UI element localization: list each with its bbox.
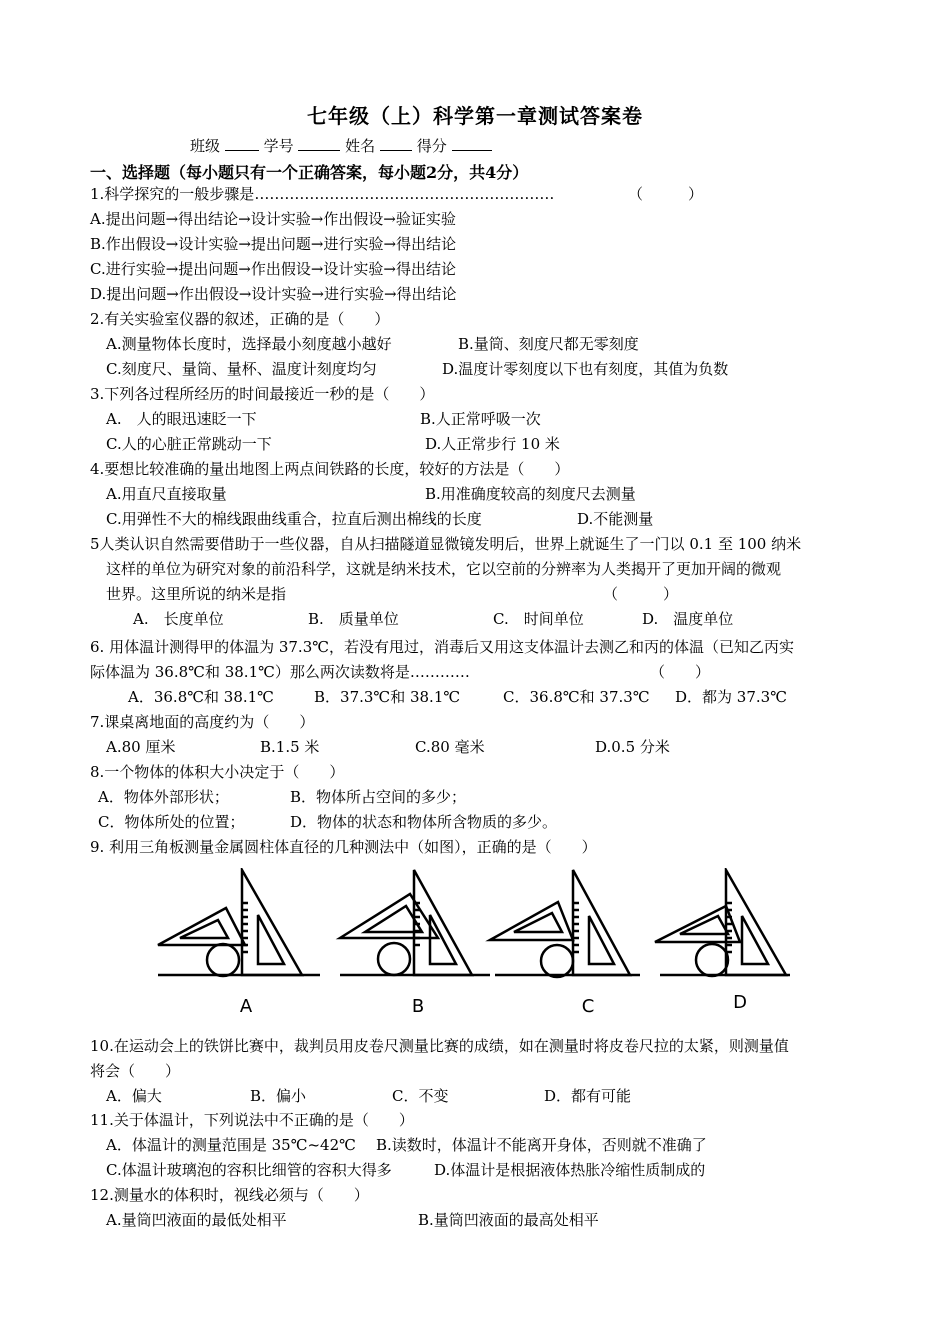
question-5-option-b: B. 质量单位 <box>308 610 399 628</box>
question-5-option-c: C. 时间单位 <box>493 610 584 628</box>
score-blank[interactable] <box>452 135 492 151</box>
question-6-option-d: D．都为 37.3℃ <box>675 688 787 706</box>
question-1-stem: 1.科学探究的一般步骤是…………………………………………………… <box>90 185 555 203</box>
number-label: 学号 <box>263 137 294 155</box>
number-blank[interactable] <box>298 135 340 151</box>
question-7-option-b: B.1.5 米 <box>260 738 320 756</box>
question-3-option-a: A. 人的眼迅速眨一下 <box>106 410 257 428</box>
question-7-option-d: D.0.5 分米 <box>595 738 670 756</box>
question-10-option-b: B．偏小 <box>250 1087 307 1105</box>
question-1-option-a: A.提出问题→得出结论→设计实验→作出假设→验证实验 <box>90 210 456 228</box>
section-heading: 一、选择题（每小题只有一个正确答案，每小题2分，共4分） <box>90 163 529 182</box>
figure-b <box>340 870 490 975</box>
question-3-stem: 3.下列各过程所经历的时间最接近一秒的是（ ） <box>90 385 435 403</box>
question-1-answer-paren: （ ） <box>628 185 704 203</box>
question-4-option-c: C.用弹性不大的棉线跟曲线重合，拉直后测出棉线的长度 <box>106 510 482 528</box>
question-10-line-1: 10.在运动会上的铁饼比赛中，裁判员用皮卷尺测量比赛的成绩，如在测量时将皮卷尺拉的太紧，则测量值 <box>90 1037 789 1055</box>
question-2-option-a: A.测量物体长度时，选择最小刻度越小越好 <box>106 335 392 353</box>
question-1-option-c: C.进行实验→提出问题→作出假设→设计实验→得出结论 <box>90 260 456 278</box>
question-10-option-c: C．不变 <box>392 1087 449 1105</box>
question-3-option-b: B.人正常呼吸一次 <box>420 410 541 428</box>
question-9-stem: 9. 利用三角板测量金属圆柱体直径的几种测法中（如图），正确的是（ ） <box>90 838 597 856</box>
question-4-stem: 4.要想比较准确的量出地图上两点间铁路的长度，较好的方法是（ ） <box>90 460 570 478</box>
question-4-option-a: A.用直尺直接取量 <box>106 485 227 503</box>
question-5-line-3: 世界。这里所说的纳米是指 <box>106 585 287 603</box>
question-6-option-b: B．37.3℃和 38.1℃ <box>314 688 461 706</box>
question-4-option-b: B.用准确度较高的刻度尺去测量 <box>425 485 636 503</box>
question-5-option-d: D. 温度单位 <box>642 610 734 628</box>
question-7-option-a: A.80 厘米 <box>106 738 176 756</box>
question-11-stem: 11.关于体温计，下列说法中不正确的是（ ） <box>90 1111 414 1129</box>
question-3-option-c: C.人的心脏正常跳动一下 <box>106 435 272 453</box>
figure-c <box>490 870 640 977</box>
question-1-option-d: D.提出问题→作出假设→设计实验→进行实验→得出结论 <box>90 285 457 303</box>
figure-label-a: A <box>239 996 253 1017</box>
question-10-option-d: D．都有可能 <box>544 1087 632 1105</box>
question-11-option-b: B.读数时，体温计不能离开身体，否则就不准确了 <box>376 1136 707 1154</box>
question-6-line-1: 6. 用体温计测得甲的体温为 37.3℃，若没有甩过，消毒后又用这支体温计去测乙和丙的体温（已知乙丙实 <box>90 638 795 656</box>
question-11-option-a: A．体温计的测量范围是 35℃~42℃ <box>106 1136 356 1154</box>
question-7-stem: 7.课桌离地面的高度约为（ ） <box>90 713 315 731</box>
question-2-stem: 2.有关实验室仪器的叙述，正确的是（ ） <box>90 310 390 328</box>
question-7-option-c: C.80 毫米 <box>415 738 485 756</box>
question-12-stem: 12.测量水的体积时，视线必须与（ ） <box>90 1186 369 1204</box>
question-3-option-d: D.人正常步行 10 米 <box>425 435 560 453</box>
question-8-stem: 8.一个物体的体积大小决定于（ ） <box>90 763 345 781</box>
name-blank[interactable] <box>380 135 412 151</box>
figure-label-b: B <box>411 996 425 1017</box>
question-8-option-a: A．物体外部形状； <box>98 788 229 806</box>
figure-d <box>655 870 790 976</box>
question-6-answer-paren: （ ） <box>650 663 711 681</box>
student-info-line <box>190 135 492 156</box>
question-8-option-d: D．物体的状态和物体所含物质的多少。 <box>290 813 558 831</box>
question-10-line-2: 将会（ ） <box>90 1062 181 1080</box>
question-5-option-a: A. 长度单位 <box>133 610 224 628</box>
figure-a <box>158 870 320 976</box>
question-11-option-c: C.体温计玻璃泡的容积比细管的容积大得多 <box>106 1161 392 1179</box>
figure-label-c: C <box>581 996 595 1017</box>
question-6-option-a: A．36.8℃和 38.1℃ <box>128 688 274 706</box>
question-5-line-1: 5人类认识自然需要借助于一些仪器，自从扫描隧道显微镜发明后，世界上就诞生了一门以 0.1 至 100 纳米 <box>90 535 802 553</box>
question-12-option-b: B.量筒凹液面的最高处相平 <box>418 1211 599 1229</box>
question-8-option-b: B．物体所占空间的多少； <box>290 788 467 806</box>
question-6-line-2: 际体温为 36.8℃和 38.1℃）那么两次读数将是………… <box>90 663 470 681</box>
class-label: 班级 <box>190 137 221 155</box>
question-2-option-b: B.量筒、刻度尺都无零刻度 <box>458 335 639 353</box>
question-2-option-c: C.刻度尺、量筒、量杯、温度计刻度均匀 <box>106 360 377 378</box>
figure-label-d: D <box>733 992 747 1013</box>
triangle-ruler-figures <box>150 868 790 1020</box>
question-6-option-c: C．36.8℃和 37.3℃ <box>503 688 650 706</box>
question-11-option-d: D.体温计是根据液体热胀冷缩性质制成的 <box>434 1161 706 1179</box>
name-label: 姓名 <box>345 137 376 155</box>
question-4-option-d: D.不能测量 <box>577 510 654 528</box>
page-title: 七年级（上）科学第一章测试答案卷 <box>307 104 643 128</box>
class-blank[interactable] <box>225 135 259 151</box>
question-8-option-c: C．物体所处的位置； <box>98 813 245 831</box>
question-12-option-a: A.量筒凹液面的最低处相平 <box>106 1211 287 1229</box>
question-2-option-d: D.温度计零刻度以下也有刻度，其值为负数 <box>442 360 729 378</box>
question-1-option-b: B.作出假设→设计实验→提出问题→进行实验→得出结论 <box>90 235 457 253</box>
score-label: 得分 <box>416 137 447 155</box>
question-5-answer-paren: （ ） <box>603 585 679 603</box>
question-10-option-a: A．偏大 <box>106 1087 162 1105</box>
question-5-line-2: 这样的单位为研究对象的前沿科学，这就是纳米技术，它以空前的分辨率为人类揭开了更加开阔的微观 <box>106 560 782 578</box>
